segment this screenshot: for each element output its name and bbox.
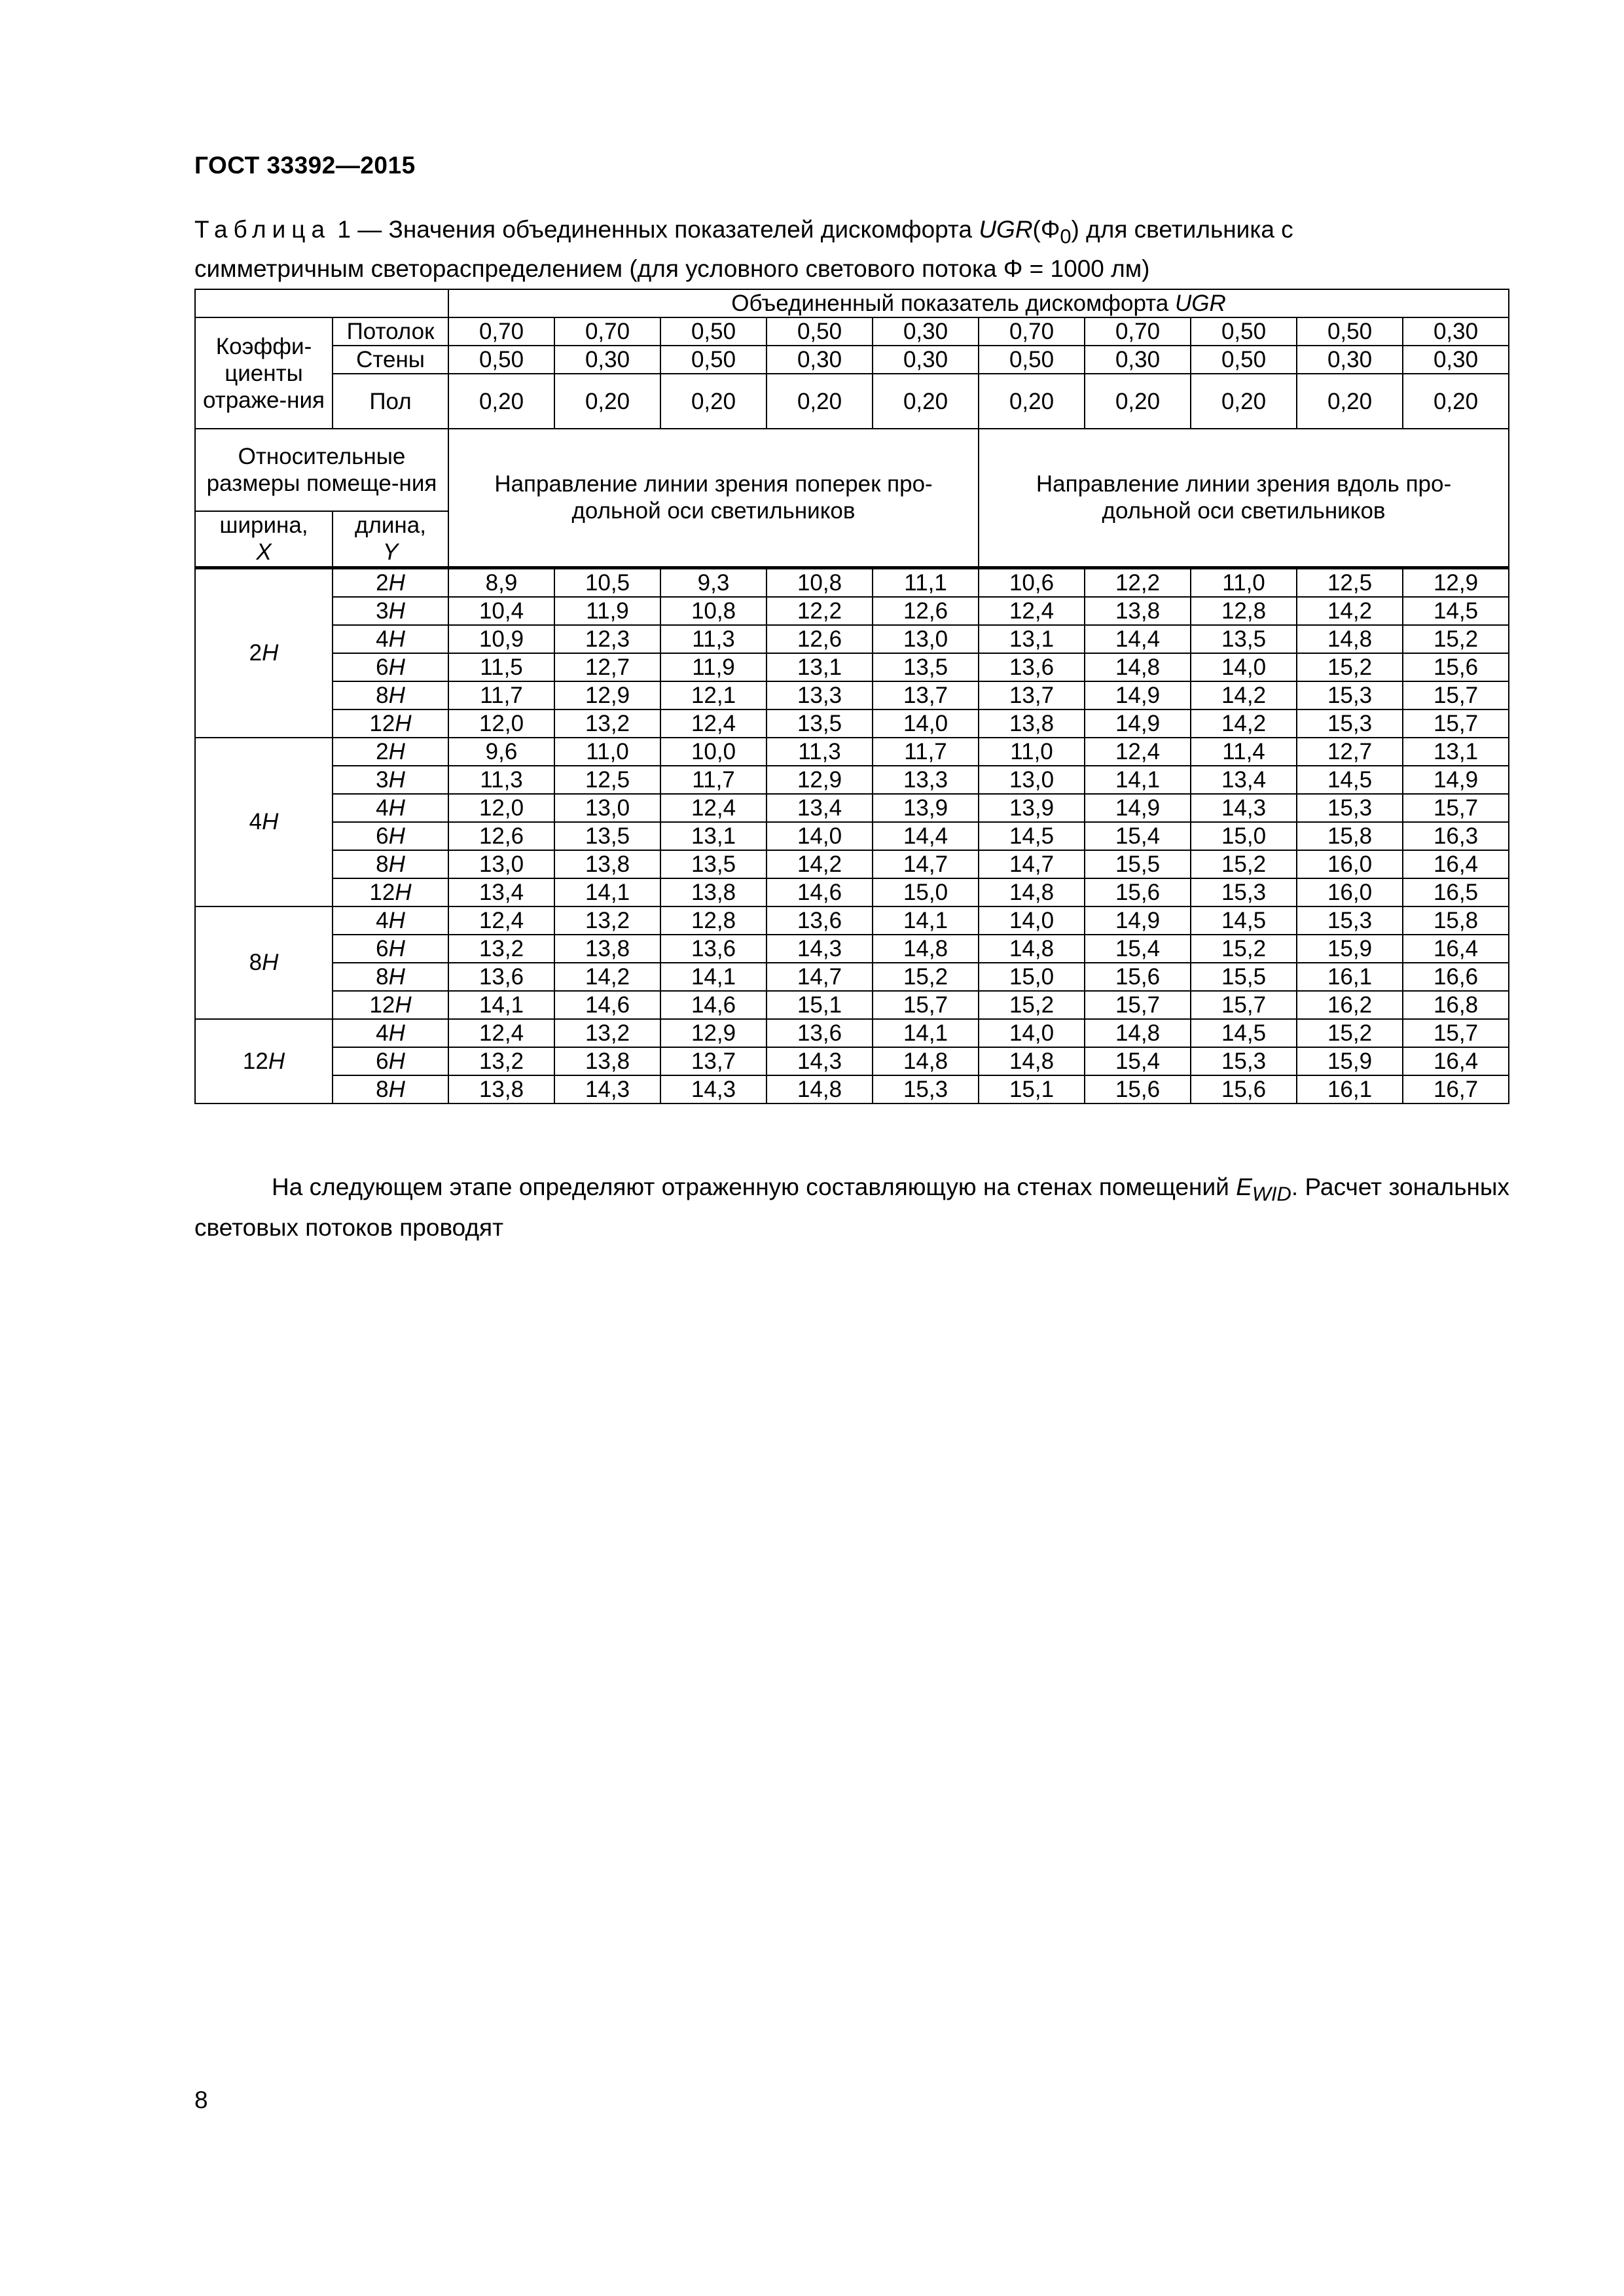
ugr-value-cell: 16,8 (1403, 991, 1509, 1019)
ugr-value-cell: 15,6 (1403, 653, 1509, 681)
ugr-value-cell: 15,3 (1297, 681, 1403, 709)
caption-phi-close: ) (1071, 216, 1079, 243)
ugr-value-cell: 15,3 (1297, 794, 1403, 822)
ugr-value-cell: 15,4 (1085, 935, 1191, 963)
ugr-value-cell: 13,2 (554, 709, 660, 738)
floor-value: 0,20 (873, 374, 979, 429)
ugr-value-cell: 13,6 (660, 935, 767, 963)
length-label-text: длина, (355, 512, 426, 539)
ugr-value-cell: 14,8 (979, 1047, 1085, 1075)
table-row (195, 653, 1509, 681)
ugr-value-cell: 14,6 (660, 991, 767, 1019)
ugr-value-cell: 14,2 (1191, 709, 1297, 738)
ceiling-value: 0,70 (554, 317, 660, 346)
ugr-value-cell: 15,2 (1297, 653, 1403, 681)
ugr-value-cell: 12,9 (660, 1019, 767, 1047)
ugr-value-cell: 12,6 (448, 822, 554, 850)
ugr-value-cell: 15,6 (1085, 878, 1191, 906)
ugr-value-cell: 12,0 (448, 709, 554, 738)
caption-dash: — (350, 216, 389, 243)
room-length-cell: 4H (333, 794, 448, 822)
paragraph-text-before: На следующем этапе определяют отраженную составляющую на стенах помещений (272, 1174, 1236, 1200)
caption-label: Таблица (194, 216, 331, 243)
table-row (195, 991, 1509, 1019)
caption-phi-sub: 0 (1060, 224, 1072, 248)
ugr-value-cell: 14,0 (873, 709, 979, 738)
walls-label: Стены (333, 346, 448, 374)
ceiling-value: 0,30 (873, 317, 979, 346)
ugr-value-cell: 10,0 (660, 738, 767, 766)
ugr-value-cell: 12,3 (554, 625, 660, 653)
walls-value: 0,30 (767, 346, 873, 374)
ugr-value-cell: 12,4 (979, 597, 1085, 625)
ugr-value-cell: 14,1 (448, 991, 554, 1019)
ugr-value-cell: 15,2 (979, 991, 1085, 1019)
ugr-value-cell: 14,1 (660, 963, 767, 991)
ugr-value-cell: 13,1 (767, 653, 873, 681)
floor-label: Пол (333, 374, 448, 429)
ceiling-value: 0,70 (448, 317, 554, 346)
ugr-value-cell: 14,5 (1403, 597, 1509, 625)
room-width-cell: 2H (195, 567, 333, 738)
ugr-value-cell: 11,3 (660, 625, 767, 653)
ugr-value-cell: 14,8 (979, 878, 1085, 906)
ugr-value-cell: 15,3 (1191, 1047, 1297, 1075)
ugr-value-cell: 14,8 (979, 935, 1085, 963)
table-row (195, 878, 1509, 906)
ugr-value-cell: 12,0 (448, 794, 554, 822)
ugr-value-cell: 15,8 (1403, 906, 1509, 935)
floor-value: 0,20 (1191, 374, 1297, 429)
ugr-value-cell: 13,6 (448, 963, 554, 991)
ugr-value-cell: 13,7 (873, 681, 979, 709)
table-row (195, 738, 1509, 766)
ugr-value-cell: 14,8 (873, 935, 979, 963)
ugr-value-cell: 13,8 (554, 850, 660, 878)
room-length-cell: 8H (333, 1075, 448, 1103)
ugr-value-cell: 13,7 (660, 1047, 767, 1075)
ugr-value-cell: 16,2 (1297, 991, 1403, 1019)
table-row (195, 935, 1509, 963)
ugr-value-cell: 16,4 (1403, 850, 1509, 878)
ceiling-value: 0,50 (660, 317, 767, 346)
table-row (195, 709, 1509, 738)
ugr-value-cell: 13,3 (767, 681, 873, 709)
table-row (195, 850, 1509, 878)
ugr-value-cell: 15,3 (873, 1075, 979, 1103)
ugr-value-cell: 16,0 (1297, 850, 1403, 878)
ugr-value-cell: 13,5 (554, 822, 660, 850)
ugr-value-cell: 13,0 (873, 625, 979, 653)
ugr-value-cell: 13,5 (873, 653, 979, 681)
ugr-value-cell: 14,0 (767, 822, 873, 850)
ugr-value-cell: 15,0 (1191, 822, 1297, 850)
ugr-value-cell: 15,7 (1191, 991, 1297, 1019)
ugr-value-cell: 13,5 (767, 709, 873, 738)
room-length-cell: 8H (333, 963, 448, 991)
ugr-value-cell: 12,4 (448, 1019, 554, 1047)
caption-number: 1 (337, 216, 351, 243)
ugr-value-cell: 13,4 (1191, 766, 1297, 794)
ugr-value-cell: 14,2 (1191, 681, 1297, 709)
ugr-value-cell: 13,8 (660, 878, 767, 906)
ugr-value-cell: 13,7 (979, 681, 1085, 709)
table-row (195, 963, 1509, 991)
table-row (195, 597, 1509, 625)
room-length-cell: 2H (333, 567, 448, 597)
caption-phi-open: (Φ (1032, 216, 1060, 243)
ceiling-value: 0,50 (767, 317, 873, 346)
ugr-value-cell: 15,2 (1297, 1019, 1403, 1047)
ugr-value-cell: 12,8 (1191, 597, 1297, 625)
ugr-value-cell: 15,9 (1297, 935, 1403, 963)
ugr-value-cell: 16,4 (1403, 1047, 1509, 1075)
paragraph-symbol-sub: WID (1252, 1182, 1291, 1206)
room-dimensions-label: Относительные размеры помеще-ния (195, 429, 448, 511)
ugr-value-cell: 11,5 (448, 653, 554, 681)
ugr-value-cell: 13,4 (448, 878, 554, 906)
table-row (195, 766, 1509, 794)
ugr-value-cell: 14,1 (554, 878, 660, 906)
room-length-cell: 3H (333, 597, 448, 625)
ugr-value-cell: 11,1 (873, 567, 979, 597)
walls-value: 0,30 (1403, 346, 1509, 374)
ugr-value-cell: 15,2 (1403, 625, 1509, 653)
width-label-text: ширина, (219, 512, 308, 539)
room-length-cell: 12H (333, 991, 448, 1019)
ugr-value-cell: 15,5 (1085, 850, 1191, 878)
ugr-value-cell: 13,6 (767, 906, 873, 935)
ugr-value-cell: 16,6 (1403, 963, 1509, 991)
ceiling-value: 0,50 (1297, 317, 1403, 346)
ugr-value-cell: 14,7 (979, 850, 1085, 878)
ugr-value-cell: 12,5 (1297, 567, 1403, 597)
ugr-value-cell: 14,7 (873, 850, 979, 878)
ugr-value-cell: 15,2 (873, 963, 979, 991)
room-length-cell: 8H (333, 850, 448, 878)
ugr-value-cell: 14,5 (979, 822, 1085, 850)
ugr-value-cell: 15,7 (873, 991, 979, 1019)
walls-value: 0,50 (979, 346, 1085, 374)
ugr-value-cell: 16,0 (1297, 878, 1403, 906)
caption-text-after: для светильника с (1079, 216, 1293, 243)
width-x-label (195, 511, 333, 567)
ugr-value-cell: 12,2 (767, 597, 873, 625)
ugr-value-cell: 14,4 (873, 822, 979, 850)
ugr-value-cell: 11,7 (873, 738, 979, 766)
ugr-value-cell: 13,8 (979, 709, 1085, 738)
ugr-value-cell: 12,7 (554, 653, 660, 681)
ugr-value-cell: 13,1 (979, 625, 1085, 653)
table-row (195, 794, 1509, 822)
ugr-value-cell: 15,7 (1403, 709, 1509, 738)
ugr-value-cell: 12,4 (660, 709, 767, 738)
ugr-value-cell: 10,8 (660, 597, 767, 625)
ugr-value-cell: 15,9 (1297, 1047, 1403, 1075)
room-width-cell: 12H (195, 1019, 333, 1103)
reflection-coefficients-label: Коэффи-циенты отраже-ния (195, 317, 333, 429)
floor-value: 0,20 (1297, 374, 1403, 429)
ceiling-label: Потолок (333, 317, 448, 346)
table-row (195, 1075, 1509, 1103)
ugr-value-cell: 14,7 (767, 963, 873, 991)
ugr-value-cell: 10,4 (448, 597, 554, 625)
table-row (195, 822, 1509, 850)
ugr-value-cell: 11,0 (1191, 567, 1297, 597)
ugr-value-cell: 15,7 (1403, 1019, 1509, 1047)
ugr-value-cell: 13,5 (660, 850, 767, 878)
floor-value: 0,20 (1403, 374, 1509, 429)
walls-value: 0,50 (660, 346, 767, 374)
page-number: 8 (194, 2087, 208, 2113)
ugr-value-cell: 14,9 (1085, 906, 1191, 935)
ugr-value-cell: 12,7 (1297, 738, 1403, 766)
ugr-value-cell: 15,7 (1403, 681, 1509, 709)
ugr-value-cell: 14,3 (1191, 794, 1297, 822)
room-length-cell: 8H (333, 681, 448, 709)
length-y-label (333, 511, 448, 567)
ugr-value-cell: 12,6 (767, 625, 873, 653)
ugr-value-cell: 14,0 (1191, 653, 1297, 681)
ceiling-value: 0,70 (979, 317, 1085, 346)
ceiling-value: 0,50 (1191, 317, 1297, 346)
ugr-value-cell: 14,2 (767, 850, 873, 878)
walls-value: 0,50 (1191, 346, 1297, 374)
ugr-value-cell: 15,2 (1191, 935, 1297, 963)
ugr-top-header-text: Объединенный показатель дискомфорта (731, 291, 1175, 316)
walls-value: 0,30 (1085, 346, 1191, 374)
ugr-value-cell: 14,1 (1085, 766, 1191, 794)
walls-value: 0,30 (554, 346, 660, 374)
ugr-value-cell: 15,8 (1297, 822, 1403, 850)
paragraph-symbol: E (1236, 1174, 1252, 1200)
table-row (195, 1019, 1509, 1047)
ugr-value-cell: 13,6 (979, 653, 1085, 681)
ugr-value-cell: 13,6 (767, 1019, 873, 1047)
room-length-cell: 6H (333, 1047, 448, 1075)
ugr-value-cell: 10,6 (979, 567, 1085, 597)
ugr-value-cell: 13,0 (448, 850, 554, 878)
ugr-value-cell: 13,2 (554, 906, 660, 935)
ugr-value-cell: 14,3 (660, 1075, 767, 1103)
ugr-value-cell: 14,5 (1191, 906, 1297, 935)
ugr-value-cell: 14,5 (1191, 1019, 1297, 1047)
ugr-value-cell: 11,3 (448, 766, 554, 794)
ugr-value-cell: 16,1 (1297, 963, 1403, 991)
ugr-value-cell: 15,3 (1191, 878, 1297, 906)
table-row (195, 625, 1509, 653)
walls-value: 0,30 (873, 346, 979, 374)
width-symbol: X (256, 539, 272, 565)
room-length-cell: 4H (333, 1019, 448, 1047)
walls-value: 0,30 (1297, 346, 1403, 374)
ugr-value-cell: 15,7 (1085, 991, 1191, 1019)
room-length-cell: 6H (333, 822, 448, 850)
ugr-value-cell: 13,5 (1191, 625, 1297, 653)
ugr-value-cell: 14,9 (1085, 794, 1191, 822)
room-length-cell: 6H (333, 653, 448, 681)
ugr-value-cell: 12,1 (660, 681, 767, 709)
paragraph-text-after: . Расчет зональных световых потоков проводят (194, 1174, 1510, 1242)
ugr-value-cell: 12,4 (660, 794, 767, 822)
caption-ugr: UGR (979, 216, 1033, 243)
ugr-value-cell: 13,4 (767, 794, 873, 822)
ugr-value-cell: 15,1 (979, 1075, 1085, 1103)
document-header: ГОСТ 33392—2015 (194, 152, 416, 179)
room-length-cell: 6H (333, 935, 448, 963)
ugr-value-cell: 14,0 (979, 906, 1085, 935)
ugr-value-cell: 13,8 (554, 935, 660, 963)
ugr-value-cell: 15,0 (979, 963, 1085, 991)
ugr-value-cell: 12,5 (554, 766, 660, 794)
floor-value: 0,20 (660, 374, 767, 429)
ugr-value-cell: 13,3 (873, 766, 979, 794)
room-length-cell: 4H (333, 625, 448, 653)
ugr-value-cell: 14,1 (873, 1019, 979, 1047)
ugr-value-cell: 11,0 (554, 738, 660, 766)
body-paragraph (194, 1170, 1509, 1245)
caption-text-before: Значения объединенных показателей дискомфорта (388, 216, 979, 243)
floor-value: 0,20 (448, 374, 554, 429)
ugr-value-cell: 15,3 (1297, 906, 1403, 935)
ugr-value-cell: 15,2 (1191, 850, 1297, 878)
ugr-value-cell: 14,1 (873, 906, 979, 935)
ugr-value-cell: 14,6 (767, 878, 873, 906)
room-width-cell: 8H (195, 906, 333, 1019)
ugr-value-cell: 12,9 (1403, 567, 1509, 597)
ugr-value-cell: 13,1 (1403, 738, 1509, 766)
ugr-value-cell: 11,3 (767, 738, 873, 766)
header-blank-cell (195, 289, 448, 317)
ugr-value-cell: 10,9 (448, 625, 554, 653)
ugr-value-cell: 14,9 (1403, 766, 1509, 794)
ugr-value-cell: 13,2 (448, 935, 554, 963)
ugr-value-cell: 15,6 (1085, 963, 1191, 991)
direction-along-header: Направление линии зрения вдоль про-дольной оси светильников (979, 429, 1509, 567)
ugr-value-cell: 13,0 (979, 766, 1085, 794)
ugr-value-cell: 14,8 (1085, 1019, 1191, 1047)
room-length-cell: 4H (333, 906, 448, 935)
ugr-value-cell: 14,3 (767, 935, 873, 963)
room-length-cell: 2H (333, 738, 448, 766)
ugr-value-cell: 12,6 (873, 597, 979, 625)
ugr-value-cell: 12,9 (554, 681, 660, 709)
ugr-value-cell: 11,9 (554, 597, 660, 625)
ugr-value-cell: 15,3 (1297, 709, 1403, 738)
ugr-value-cell: 15,7 (1403, 794, 1509, 822)
ceiling-value: 0,70 (1085, 317, 1191, 346)
ugr-value-cell: 15,6 (1085, 1075, 1191, 1103)
ugr-value-cell: 14,8 (1297, 625, 1403, 653)
table-caption (194, 213, 1502, 285)
caption-line2: симметричным светораспределением (для условного светового потока Φ = 1000 лм) (194, 255, 1150, 283)
room-length-cell: 12H (333, 878, 448, 906)
table-row (195, 1047, 1509, 1075)
ugr-value-cell: 14,8 (873, 1047, 979, 1075)
ugr-value-cell: 9,3 (660, 567, 767, 597)
ceiling-value: 0,30 (1403, 317, 1509, 346)
table-row (195, 681, 1509, 709)
ugr-value-cell: 15,0 (873, 878, 979, 906)
ugr-value-cell: 13,1 (660, 822, 767, 850)
ugr-value-cell: 15,1 (767, 991, 873, 1019)
length-symbol: Y (382, 539, 399, 565)
ugr-value-cell: 13,0 (554, 794, 660, 822)
ugr-value-cell: 13,2 (554, 1019, 660, 1047)
ugr-value-cell: 11,0 (979, 738, 1085, 766)
ugr-value-cell: 12,2 (1085, 567, 1191, 597)
floor-value: 0,20 (1085, 374, 1191, 429)
ugr-value-cell: 12,4 (448, 906, 554, 935)
ugr-value-cell: 15,4 (1085, 1047, 1191, 1075)
ugr-value-cell: 12,8 (660, 906, 767, 935)
ugr-value-cell: 14,6 (554, 991, 660, 1019)
room-width-cell: 4H (195, 738, 333, 906)
ugr-top-header (448, 289, 1509, 317)
walls-value: 0,50 (448, 346, 554, 374)
ugr-value-cell: 16,5 (1403, 878, 1509, 906)
ugr-value-cell: 13,8 (448, 1075, 554, 1103)
ugr-value-cell: 13,8 (554, 1047, 660, 1075)
ugr-value-cell: 8,9 (448, 567, 554, 597)
ugr-value-cell: 9,6 (448, 738, 554, 766)
ugr-value-cell: 14,9 (1085, 709, 1191, 738)
ugr-value-cell: 15,4 (1085, 822, 1191, 850)
ugr-value-cell: 11,7 (660, 766, 767, 794)
ugr-value-cell: 13,8 (1085, 597, 1191, 625)
ugr-value-cell: 14,3 (554, 1075, 660, 1103)
ugr-table (194, 289, 1509, 1104)
ugr-value-cell: 14,8 (1085, 653, 1191, 681)
ugr-value-cell: 14,9 (1085, 681, 1191, 709)
ugr-value-cell: 16,4 (1403, 935, 1509, 963)
ugr-value-cell: 16,7 (1403, 1075, 1509, 1103)
ugr-value-cell: 13,9 (873, 794, 979, 822)
ugr-value-cell: 14,2 (554, 963, 660, 991)
ugr-value-cell: 14,0 (979, 1019, 1085, 1047)
ugr-value-cell: 11,7 (448, 681, 554, 709)
ugr-value-cell: 11,4 (1191, 738, 1297, 766)
ugr-value-cell: 10,5 (554, 567, 660, 597)
table-row (195, 906, 1509, 935)
ugr-value-cell: 11,9 (660, 653, 767, 681)
ugr-value-cell: 13,9 (979, 794, 1085, 822)
ugr-value-cell: 14,8 (767, 1075, 873, 1103)
ugr-value-cell: 10,8 (767, 567, 873, 597)
floor-value: 0,20 (554, 374, 660, 429)
table-row (195, 567, 1509, 597)
ugr-top-header-symbol: UGR (1174, 291, 1226, 316)
room-length-cell: 12H (333, 709, 448, 738)
ugr-value-cell: 14,4 (1085, 625, 1191, 653)
ugr-value-cell: 13,2 (448, 1047, 554, 1075)
room-length-cell: 3H (333, 766, 448, 794)
ugr-value-cell: 14,5 (1297, 766, 1403, 794)
ugr-value-cell: 14,3 (767, 1047, 873, 1075)
floor-value: 0,20 (767, 374, 873, 429)
ugr-value-cell: 16,3 (1403, 822, 1509, 850)
ugr-value-cell: 15,5 (1191, 963, 1297, 991)
direction-across-header: Направление линии зрения поперек про-дольной оси светильников (448, 429, 979, 567)
floor-value: 0,20 (979, 374, 1085, 429)
ugr-value-cell: 16,1 (1297, 1075, 1403, 1103)
ugr-value-cell: 15,6 (1191, 1075, 1297, 1103)
ugr-value-cell: 12,4 (1085, 738, 1191, 766)
ugr-value-cell: 14,2 (1297, 597, 1403, 625)
ugr-value-cell: 12,9 (767, 766, 873, 794)
